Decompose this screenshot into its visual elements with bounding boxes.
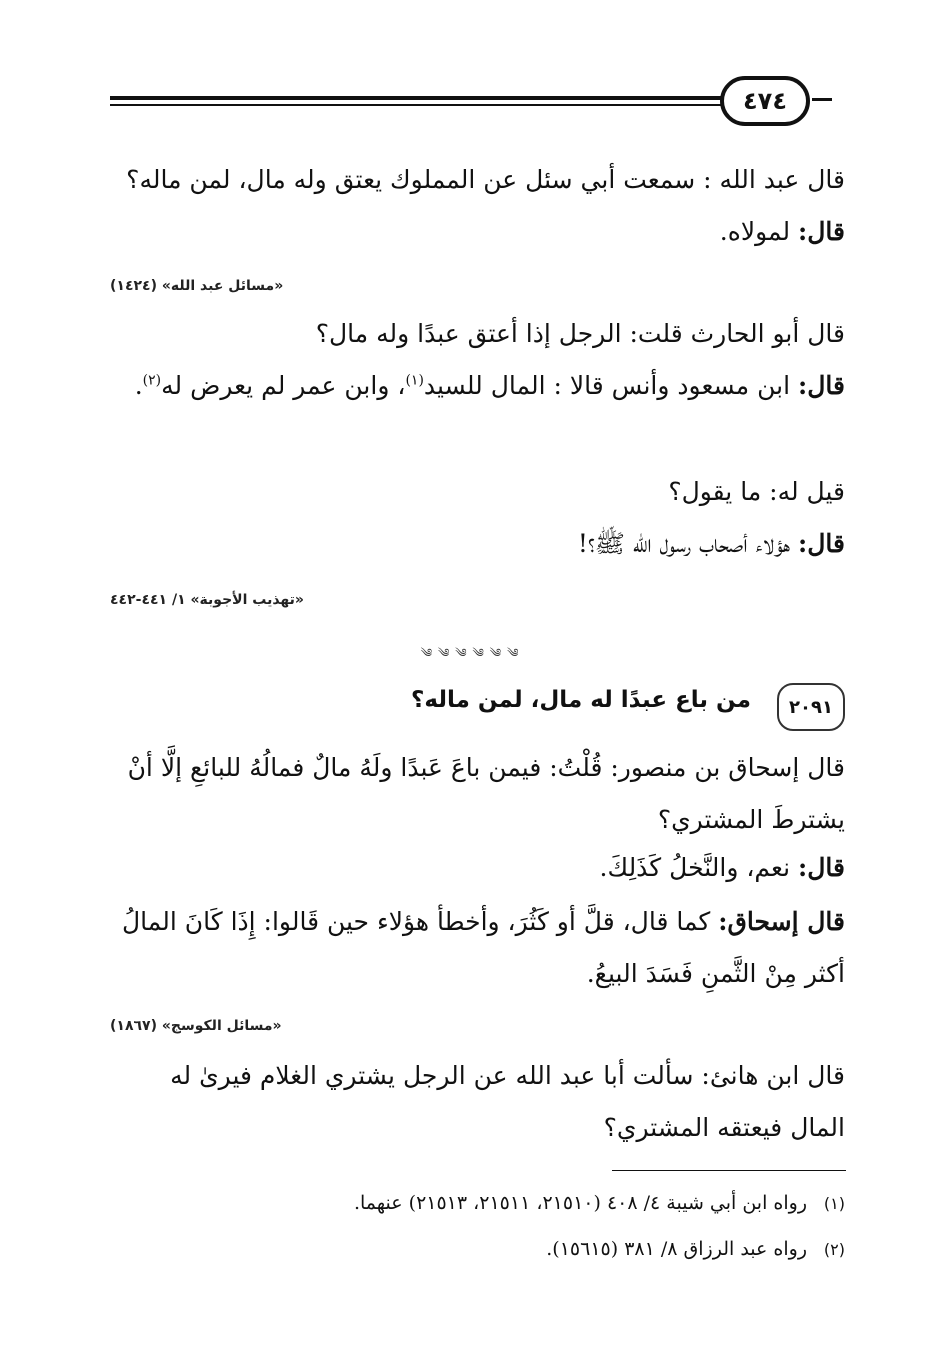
- footnote-number: (١): [823, 1194, 845, 1213]
- footnote-marker: (٢): [142, 372, 162, 389]
- section-title: من باع عبدًا له مال، لمن ماله؟: [411, 687, 751, 713]
- footnote-text: رواه عبد الرزاق ٨/ ٣٨١ (١٥٦١٥).: [546, 1238, 807, 1260]
- paragraph-4: [108, 360, 845, 412]
- header-rule-thin: [110, 104, 722, 106]
- speaker-label: قال:: [798, 371, 845, 400]
- paragraph-text: ابن مسعود وأنس قالا : المال للسيد: [423, 371, 799, 400]
- paragraph-5: [108, 466, 845, 518]
- source-reference: «تهذيب الأجوبة» ١/ ٤٤١-٤٤٢: [110, 592, 304, 608]
- source-reference: «مسائل الكوسج» (١٨٦٧): [110, 1018, 282, 1034]
- speaker-label: قال:: [798, 217, 845, 246]
- header-rule-end: [812, 98, 832, 101]
- paragraph-s2: [108, 842, 845, 894]
- paragraph-s1: [108, 742, 845, 846]
- paragraph-2: [108, 206, 845, 258]
- paragraph-text: نعم، والنَّخلُ كَذَلِكَ.: [599, 853, 799, 882]
- speaker-label: قال:: [798, 853, 845, 882]
- paragraph-1: [108, 154, 845, 206]
- paragraph-s4: [108, 1050, 845, 1154]
- speaker-label: قال إسحاق:: [718, 907, 845, 936]
- paragraph-text: لمولاه.: [719, 217, 799, 246]
- paragraph-6: [108, 518, 845, 570]
- paragraph-text: ، وابن عمر لم يعرض له: [161, 371, 406, 400]
- footnote-2: [110, 1234, 845, 1265]
- page-header: [0, 72, 943, 132]
- paragraph-text: قال عبد الله : سمعت أبي سئل عن المملوك يعتق وله مال، لمن ماله؟: [126, 165, 845, 194]
- footnote-separator: [612, 1170, 846, 1171]
- section-number: ٢٠٩١: [777, 683, 845, 731]
- footnote-marker: (١): [405, 372, 424, 389]
- paragraph-text: قيل له: ما يقول؟: [668, 477, 845, 506]
- section-heading: [105, 683, 845, 731]
- paragraph-text: قال إسحاق بن منصور: قُلْتُ: فيمن باعَ عَبدًا ولَهُ مالٌ فمالُهُ للبائعِ إلَّا أنْ يشترطَ المشتري؟: [127, 753, 845, 834]
- paragraph-text: .: [134, 371, 143, 400]
- paragraph-3: [108, 308, 845, 360]
- paragraph-text: هؤلاء أصحاب رسول الله ﷺ؟!: [577, 529, 799, 558]
- footnote-1: [110, 1188, 845, 1219]
- paragraph-text: كما قال، قلَّ أو كَثُرَ، وأخطأ هؤلاء حين قَالوا: إِذَا كَانَ المالُ أكثر مِنْ الثَّمنِ فَسَدَ البيعُ.: [122, 907, 845, 988]
- footnote-number: (٢): [823, 1240, 845, 1259]
- source-reference: «مسائل عبد الله» (١٤٢٤): [110, 278, 284, 294]
- section-divider-ornament: ༄ ༄ ༄ ༄ ༄ ༄: [420, 646, 520, 660]
- paragraph-s3: [108, 896, 845, 1000]
- speaker-label: قال:: [798, 529, 845, 558]
- page-number: ٤٧٤: [720, 76, 810, 126]
- paragraph-text: قال أبو الحارث قلت: الرجل إذا أعتق عبدًا وله مال؟: [315, 319, 845, 348]
- header-rule: [110, 96, 722, 100]
- footnote-text: رواه ابن أبي شيبة ٤/ ٤٠٨ (٢١٥١٠، ٢١٥١١، ٢١٥١٣) عنهما.: [353, 1192, 807, 1214]
- paragraph-text: قال ابن هانئ: سألت أبا عبد الله عن الرجل يشتري الغلام فيرىٰ له المال فيعتقه المشتري؟: [170, 1061, 845, 1142]
